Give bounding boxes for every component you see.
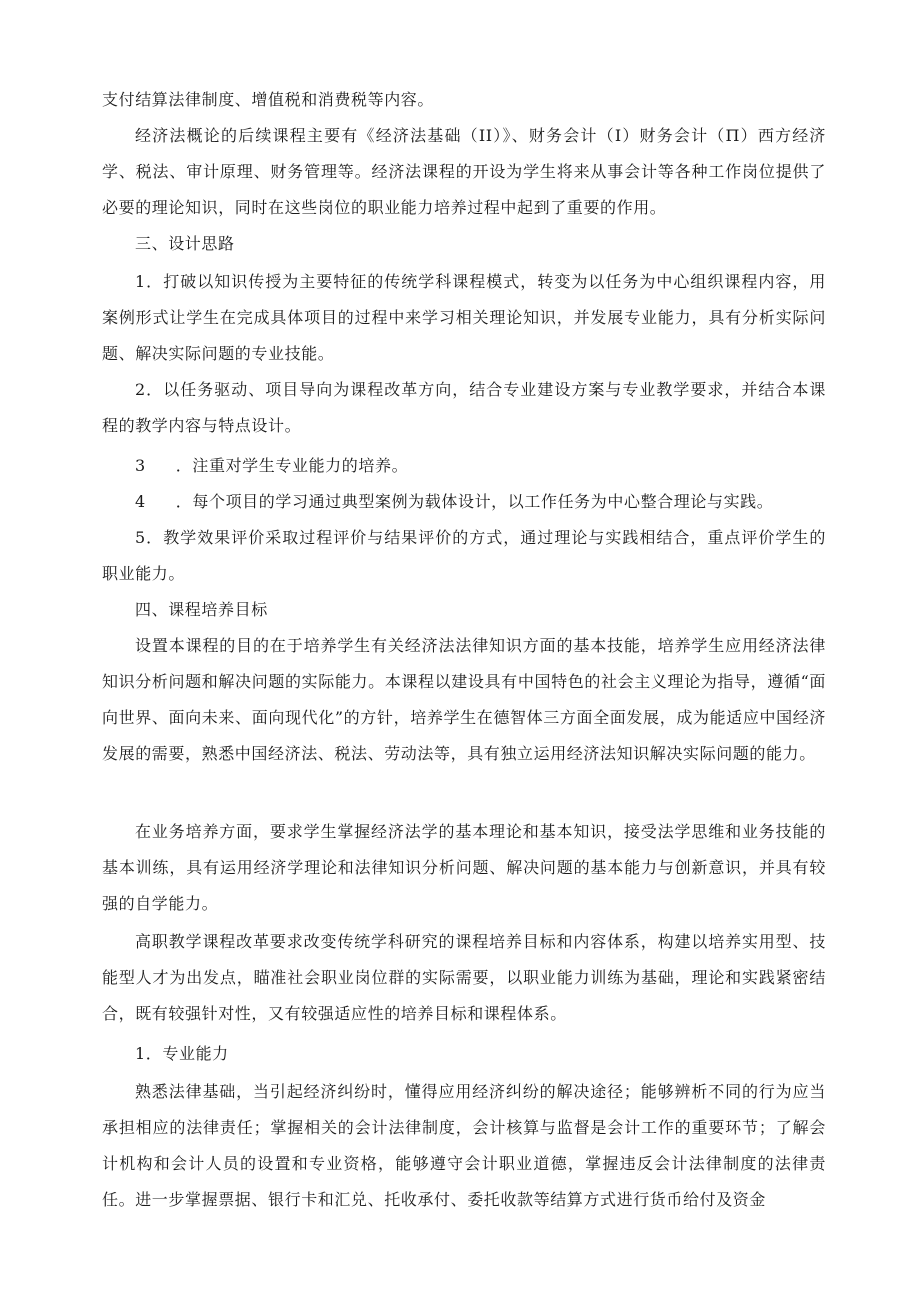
subsection-heading-professional-ability: 1．专业能力 (135, 1044, 229, 1063)
list-item-5: 5．教学效果评价采取过程评价与结果评价的方式，通过理论与实践相结合，重点评价学生的职业能力。 (102, 528, 826, 583)
list-text-3: ．注重对学生专业能力的培养。 (175, 456, 409, 475)
list-item-3 (102, 448, 826, 484)
list-item-4 (102, 484, 826, 520)
list-text-4: ．每个项目的学习通过典型案例为载体设计，以工作任务为中心整合理论与实践。 (175, 492, 774, 511)
list-number-4: 4 (135, 492, 146, 511)
section-heading-training-goals: 四、课程培养目标 (135, 600, 268, 619)
list-number-3: 3 (135, 456, 146, 475)
paragraph-reform-requirements: 高职教学课程改革要求改变传统学科研究的课程培养目标和内容体系，构建以培养实用型、技能型人才为出发点，瞄准社会职业岗位群的实际需要，以职业能力训练为基础，理论和实践紧密结合，既有较强针对性，又有较强适应性的培养目标和课程体系。 (102, 932, 826, 1023)
paragraph-continuation: 支付结算法律制度、增值税和消费税等内容。 (102, 90, 435, 109)
section-heading-design-ideas: 三、设计思路 (135, 234, 235, 253)
paragraph-follow-up-courses: 经济法概论的后续课程主要有《经济法基础（II）》、财务会计（I）财务会计（Π）西方经济学、税法、审计原理、财务管理等。经济法课程的开设为学生将来从事会计等各种工作岗位提供了必要的理论知识，同时在这些岗位的职业能力培养过程中起到了重要的作用。 (102, 126, 826, 217)
list-item-1: 1．打破以知识传授为主要特征的传统学科课程模式，转变为以任务为中心组织课程内容，用案例形式让学生在完成具体项目的过程中来学习相关理论知识，并发展专业能力，具有分析实际问题、解决实际问题的专业技能。 (102, 272, 826, 363)
paragraph-course-purpose: 设置本课程的目的在于培养学生有关经济法法律知识方面的基本技能，培养学生应用经济法律知识分析问题和解决问题的实际能力。本课程以建设具有中国特色的社会主义理论为指导，遵循“面向世界、面向未来、面向现代化”的方针，培养学生在德智体三方面全面发展，成为能适应中国经济发展的需要，熟悉中国经济法、税法、劳动法等，具有独立运用经济法知识解决实际问题的能力。 (102, 636, 826, 763)
paragraph-business-training: 在业务培养方面，要求学生掌握经济法学的基本理论和基本知识，接受法学思维和业务技能的基本训练，具有运用经济学理论和法律知识分析问题、解决问题的基本能力与创新意识，并具有较强的自学能力。 (102, 822, 826, 913)
paragraph-professional-ability: 熟悉法律基础，当引起经济纠纷时，懂得应用经济纠纷的解决途径；能够辨析不同的行为应当承担相应的法律责任；掌握相关的会计法律制度，会计核算与监督是会计工作的重要环节；了解会计机构和会计人员的设置和专业资格，能够遵守会计职业道德，掌握违反会计法律制度的法律责任。进一步掌握票据、银行卡和汇兑、托收承付、委托收款等结算方式进行货币给付及资金 (102, 1082, 826, 1209)
list-item-2: 2．以任务驱动、项目导向为课程改革方向，结合专业建设方案与专业教学要求，并结合本课程的教学内容与特点设计。 (102, 380, 826, 435)
